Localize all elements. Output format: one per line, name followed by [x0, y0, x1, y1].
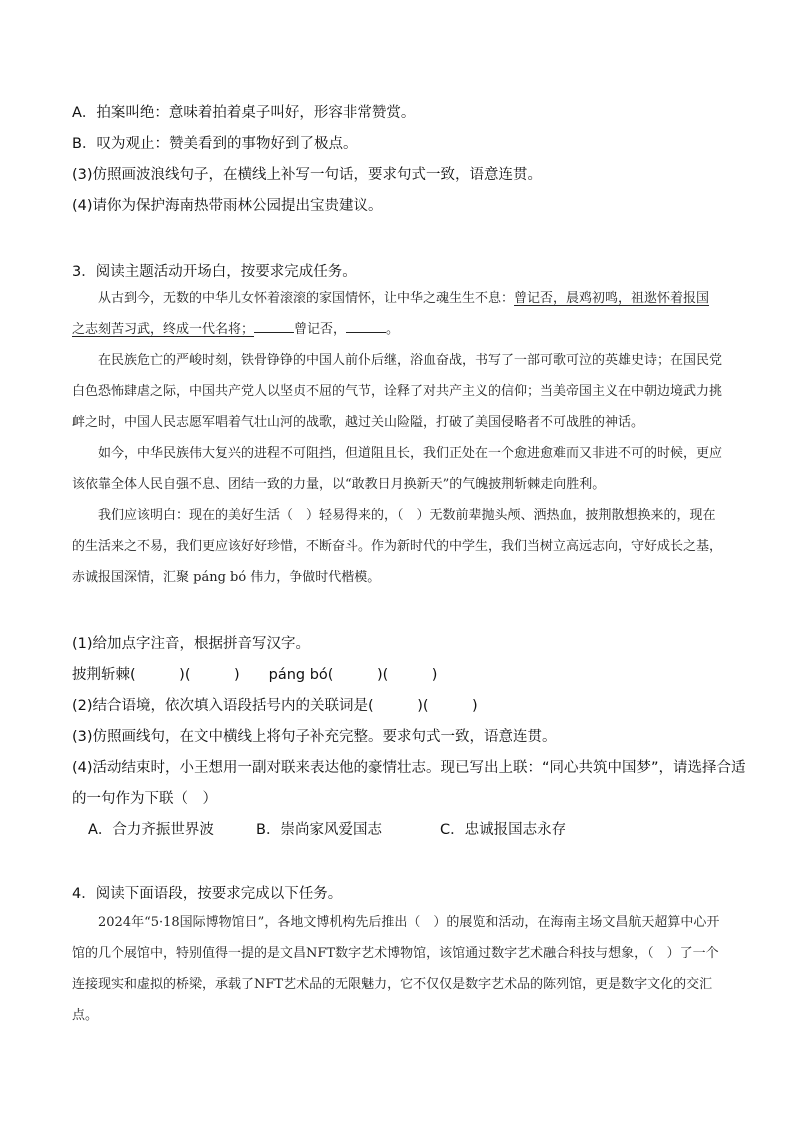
q3-paragraph-2: 在民族危亡的严峻时刻，铁骨铮铮的中国人前仆后继，浴血奋战，书写了一部可歌可泣的英雄史诗；在国民党白色恐怖肆虐之际，中国共产党人以坚贞不屈的气节，诠释了对共产主义的信仰；当美帝国主义在中朝边境武力挑衅之时，中国人民志愿军唱着气壮山河的战歌，越过关山险隘，打破了美国侵略者不可战胜的神话。	[72, 353, 723, 430]
q3-sub4: (4)活动结束时，小王想用一副对联来表达他的豪情壮志。现已写出上联：“同心共筑中国梦”，请选择合适	[72, 760, 746, 776]
fill-blank[interactable]	[254, 318, 294, 333]
q3-title: 3．阅读主题活动开场白，按要求完成任务。	[72, 264, 357, 280]
q3-sub1: (1)给加点字注音，根据拼音写汉字。	[72, 636, 311, 652]
q3-paragraph-1: 从古到今，无数的中华儿女怀着滚滚的家国情怀，让中华之魂生生不息：曾记否，晨鸡初鸣，祖逖怀着报国之志刻苦习武，终成一代名将； 曾记否， 。	[72, 291, 710, 337]
q3-sub3: (3)仿照画线句，在文中横线上将句子补充完整。要求句式一致，语意连贯。	[72, 729, 557, 745]
option-c[interactable]: C．忠诚报国志永存	[440, 822, 567, 838]
q3-sub1-answer-line: 披荆斩棘( )( ) páng bó( )( )	[72, 667, 438, 683]
q2-sub3: (3)仿照画波浪线句子，在横线上补写一句话，要求句式一致，语意连贯。	[72, 167, 543, 183]
q4-paragraph-1: 2024年“5·18国际博物馆日”，各地文博机构先后推出（ ）的展览和活动，在海南主场文昌航天超算中心开馆的几个展馆中，特别值得一提的是文昌NFT数字艺术博物馆，该馆通过数字艺术融合科技与想象，（ ）了一个连接现实和虚拟的桥梁，承载了NFT艺术品的无限魅力，它不仅仅是数字艺术品的陈列馆，更是数字文化的交汇点。	[72, 915, 720, 1023]
underlined-sentence: 曾记否，晨鸡初鸣，祖逖怀着报国之志刻苦习武，终成一代名将；	[72, 291, 710, 337]
option-a[interactable]: A．合力齐振世界波	[88, 822, 214, 838]
q3-sub4-cont: 的一句作为下联（ ）	[72, 791, 217, 807]
q3-sub2: (2)结合语境，依次填入语段括号内的关联词是( )( )	[72, 698, 478, 714]
q2-sub4: (4)请你为保护海南热带雨林公园提出宝贵建议。	[72, 198, 383, 214]
option-b[interactable]: B．崇尚家风爱国志	[256, 822, 382, 838]
q4-title: 4．阅读下面语段，按要求完成以下任务。	[72, 886, 343, 902]
q3-paragraph-4: 我们应该明白：现在的美好生活（ ）轻易得来的，（ ）无数前辈抛头颅、洒热血，披荆散想换来的，现在的生活来之不易，我们更应该好好珍惜，不断奋斗。作为新时代的中学生，我们当树立高远志向，守好成长之基，赤诚报国深情，汇聚 páng bó 伟力，争做时代楷模。	[72, 508, 723, 585]
q4-passage	[72, 907, 722, 1031]
option-b: B．叹为观止：赞美看到的事物好到了极点。	[72, 136, 358, 152]
option-a: A．拍案叫绝：意味着拍着桌子叫好，形容非常赞赏。	[72, 105, 416, 121]
q3-options	[88, 820, 566, 840]
fill-blank[interactable]	[346, 318, 386, 333]
q3-passage	[72, 283, 722, 593]
q3-paragraph-3: 如今，中华民族伟大复兴的进程不可阻挡，但道阻且长，我们正处在一个愈进愈难而又非进不可的时候，更应该依靠全体人民自强不息、团结一致的力量，以“敢教日月换新天”的气魄披荆斩棘走向胜利。	[72, 446, 723, 492]
